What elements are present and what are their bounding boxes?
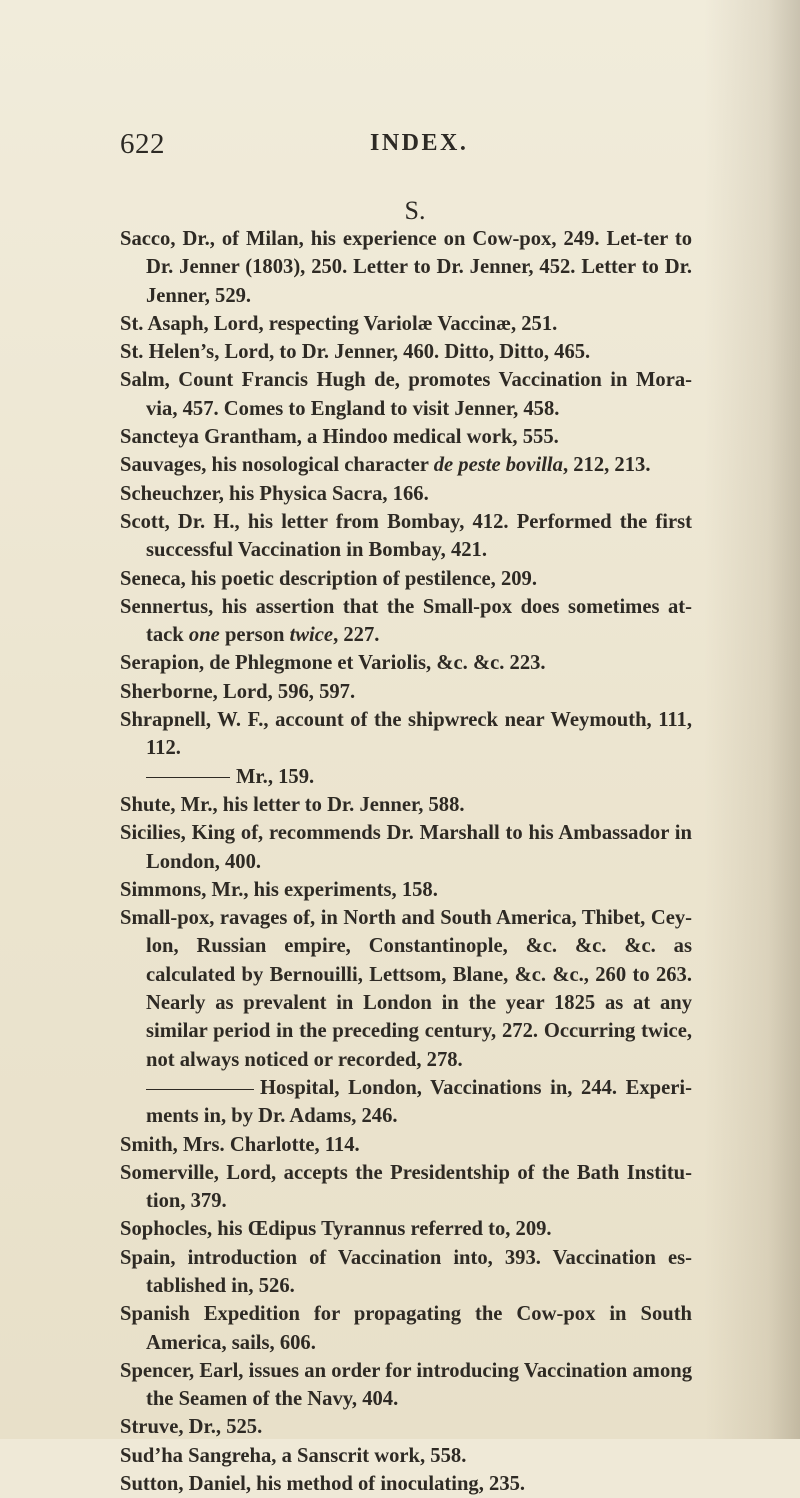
index-entry: Sophocles, his Œdipus Tyrannus referred to, 209. [120, 1218, 552, 1241]
section-letter: S. [404, 196, 426, 225]
entry-text: Hospital, London, Vaccinations in, 244. Experi-ments in, by Dr. Adams, 246. [146, 1076, 692, 1128]
index-entries [120, 225, 692, 1498]
index-entry: St. Helen’s, Lord, to Dr. Jenner, 460. Ditto, Ditto, 465. [120, 341, 591, 364]
index-entry: Sud’ha Sangreha, a Sanscrit work, 558. [120, 1444, 467, 1467]
index-entry: Struve, Dr., 525. [120, 1416, 263, 1439]
entry-italic: twice [289, 624, 334, 647]
page-header [120, 128, 720, 168]
index-entry: Sutton, Daniel, his method of inoculating, 235. [120, 1473, 526, 1496]
index-entry: Shute, Mr., his letter to Dr. Jenner, 588. [120, 793, 465, 816]
index-entry [120, 593, 692, 650]
entry-text: Sennertus, his assertion that the Small-pox does sometimes at-tack [120, 595, 692, 647]
index-entry: Salm, Count Francis Hugh de, promotes Vaccination in Mora-via, 457. Comes to England to visit Jenner, 458. [120, 369, 692, 420]
index-entry: Seneca, his poetic description of pestilence, 209. [120, 567, 537, 590]
entry-italic: one [188, 624, 220, 647]
index-entry [120, 451, 692, 479]
index-entry: Spencer, Earl, issues an order for introducing Vaccination among the Seamen of the Navy, 404. [120, 1359, 692, 1411]
entry-text: , 212, 213. [562, 454, 651, 477]
ditto-dash [146, 777, 230, 778]
index-subentry [120, 1074, 692, 1131]
index-subentry [120, 763, 692, 791]
index-entry: Sicilies, King of, recommends Dr. Marshall to his Ambassador in London, 400. [120, 822, 692, 873]
index-entry: Sherborne, Lord, 596, 597. [120, 680, 356, 703]
page-number: 622 [120, 128, 165, 160]
index-entry: Somerville, Lord, accepts the Presidentship of the Bath Institu-tion, 379. [120, 1161, 692, 1213]
entry-text: Sauvages, his nosological character [120, 454, 434, 477]
index-entry: Spanish Expedition for propagating the Cow-pox in South America, sails, 606. [120, 1303, 692, 1354]
index-entry: Smith, Mrs. Charlotte, 114. [120, 1133, 360, 1156]
index-entry: Simmons, Mr., his experiments, 158. [120, 878, 438, 901]
index-entry: St. Asaph, Lord, respecting Variolæ Vaccinæ, 251. [120, 312, 558, 335]
entry-text: person [219, 624, 290, 647]
ditto-dash [146, 1089, 254, 1090]
entry-text: , 227. [333, 624, 380, 647]
index-entry: Spain, introduction of Vaccination into, 393. Vaccination es-tablished in, 526. [120, 1246, 692, 1297]
entry-italic: de peste bovilla [433, 454, 563, 477]
index-entry: Small-pox, ravages of, in North and South America, Thibet, Cey-lon, Russian empire, Constantinople, &c. &c. &c. as calculated by Bernouilli, Lettsom, Blane, &c. &c., 260 to 263. Nearly as prevalent in London in the year 1825 as at any similar period in the preceding century, 272. Occurring twice, not always noticed or recorded, 278. [120, 907, 692, 1071]
index-entry: Sacco, Dr., of Milan, his experience on Cow-pox, 249. Let-ter to Dr. Jenner (1803), 250. Letter to Dr. Jenner, 452. Letter to Dr. Jenner, 529. [120, 228, 692, 307]
index-entry: Serapion, de Phlegmone et Variolis, &c. &c. 223. [120, 652, 546, 675]
running-head: INDEX. [370, 130, 469, 156]
entry-text: Mr., 159. [236, 765, 315, 788]
index-entry: Sancteya Grantham, a Hindoo medical work, 555. [120, 426, 559, 449]
index-entry: Scheuchzer, his Physica Sacra, 166. [120, 482, 429, 505]
index-entry: Shrapnell, W. F., account of the shipwreck near Weymouth, 111, 112. [120, 709, 692, 760]
index-entry: Scott, Dr. H., his letter from Bombay, 412. Performed the first successful Vaccination in Bombay, 421. [120, 510, 692, 562]
